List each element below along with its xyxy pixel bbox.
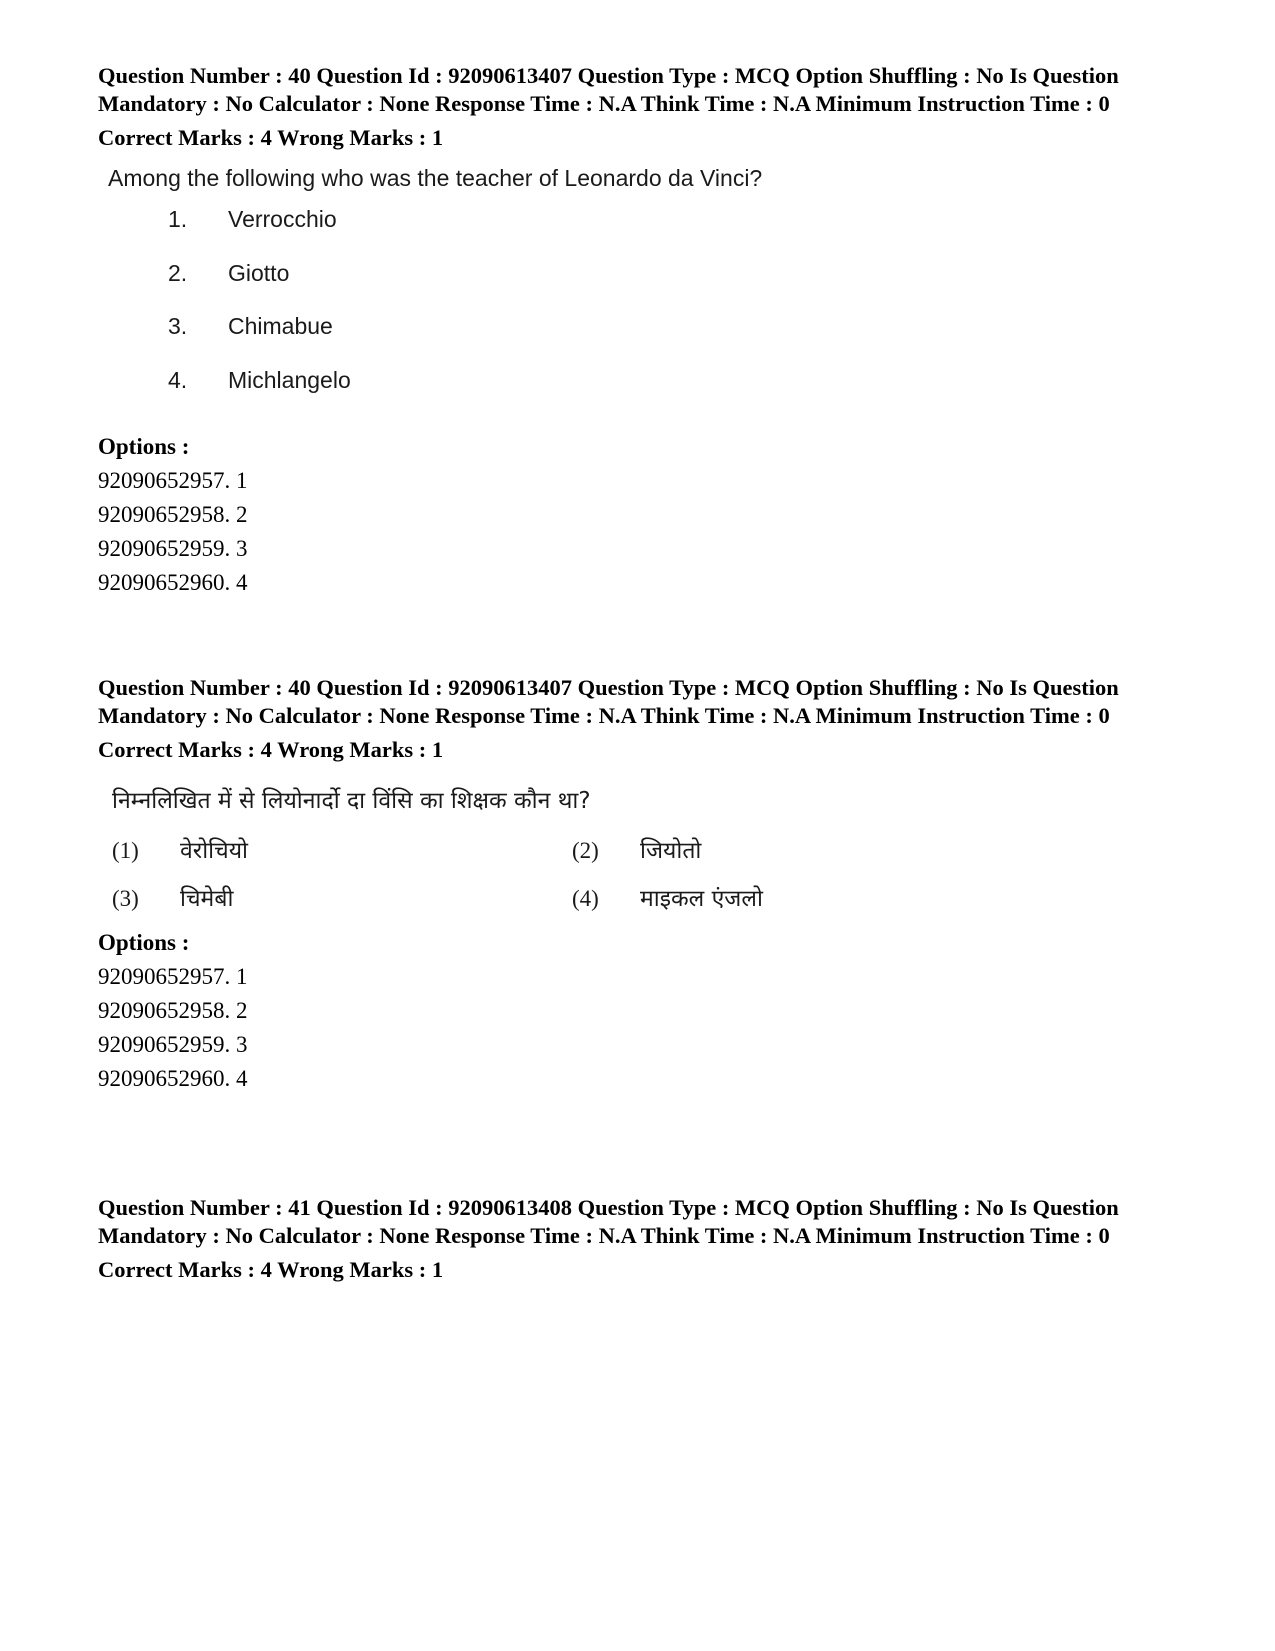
answer-choice <box>572 884 972 914</box>
choice-number: (3) <box>112 886 139 911</box>
options-list <box>98 960 1178 1096</box>
answer-choice <box>98 311 1178 365</box>
question-marks: Correct Marks : 4 Wrong Marks : 1 <box>98 125 444 150</box>
option-id: 92090652957. 1 <box>98 964 248 989</box>
option-id: 92090652960. 4 <box>98 1066 248 1091</box>
choice-number: (1) <box>112 838 139 863</box>
answer-choice <box>572 836 972 866</box>
choice-text: माइकल एंजलो <box>640 886 763 912</box>
choice-text: जियोतो <box>640 838 702 864</box>
question-meta: Question Number : 41 Question Id : 92090613408 Question Type : MCQ Option Shuffling : No Is Question Mandatory : No Calculator : None Response Time : N.A Think Time : N.A Minimum Instruction Time : 0 <box>98 1195 1119 1248</box>
question-text: निम्नलिखित में से लियोनार्दो दा विंसि का शिक्षक कौन था? <box>112 788 591 814</box>
answer-choices <box>98 204 1178 418</box>
answer-choices <box>112 836 1178 914</box>
option-id: 92090652958. 2 <box>98 998 248 1023</box>
answer-choice <box>98 365 1178 419</box>
answer-choice <box>112 836 572 866</box>
question-marks: Correct Marks : 4 Wrong Marks : 1 <box>98 737 444 762</box>
choice-text: चिमेबी <box>180 886 234 912</box>
option-id: 92090652959. 3 <box>98 1032 248 1057</box>
choice-number: (4) <box>572 886 599 911</box>
choice-text: वेरोचियो <box>180 838 249 864</box>
options-heading: Options : <box>98 930 190 955</box>
answer-choice <box>98 204 1178 258</box>
choice-text: Verrocchio <box>228 206 337 232</box>
option-id: 92090652958. 2 <box>98 502 248 527</box>
question-marks: Correct Marks : 4 Wrong Marks : 1 <box>98 1257 444 1282</box>
question-block-41 <box>98 1194 1178 1284</box>
choice-text: Chimabue <box>228 313 333 339</box>
option-id: 92090652959. 3 <box>98 536 248 561</box>
choice-number: 2. <box>168 259 188 286</box>
answer-choice <box>112 884 572 914</box>
question-text: Among the following who was the teacher of Leonardo da Vinci? <box>108 165 763 191</box>
choice-number: 4. <box>168 366 188 393</box>
choice-text: Giotto <box>228 259 290 286</box>
choice-text: Michlangelo <box>228 366 351 393</box>
options-list <box>98 464 1178 600</box>
question-meta: Question Number : 40 Question Id : 92090613407 Question Type : MCQ Option Shuffling : No Is Question Mandatory : No Calculator : None Response Time : N.A Think Time : N.A Minimum Instruction Time : 0 <box>98 63 1119 116</box>
question-block-40-hindi <box>98 674 1178 1096</box>
answer-choice <box>98 258 1178 312</box>
option-id: 92090652960. 4 <box>98 570 248 595</box>
choice-number: 3. <box>168 313 188 339</box>
question-block-40-english <box>98 62 1178 600</box>
options-heading: Options : <box>98 434 190 459</box>
choice-number: 1. <box>168 206 188 232</box>
question-meta: Question Number : 40 Question Id : 92090613407 Question Type : MCQ Option Shuffling : No Is Question Mandatory : No Calculator : None Response Time : N.A Think Time : N.A Minimum Instruction Time : 0 <box>98 675 1119 728</box>
option-id: 92090652957. 1 <box>98 468 248 493</box>
choice-number: (2) <box>572 838 599 863</box>
